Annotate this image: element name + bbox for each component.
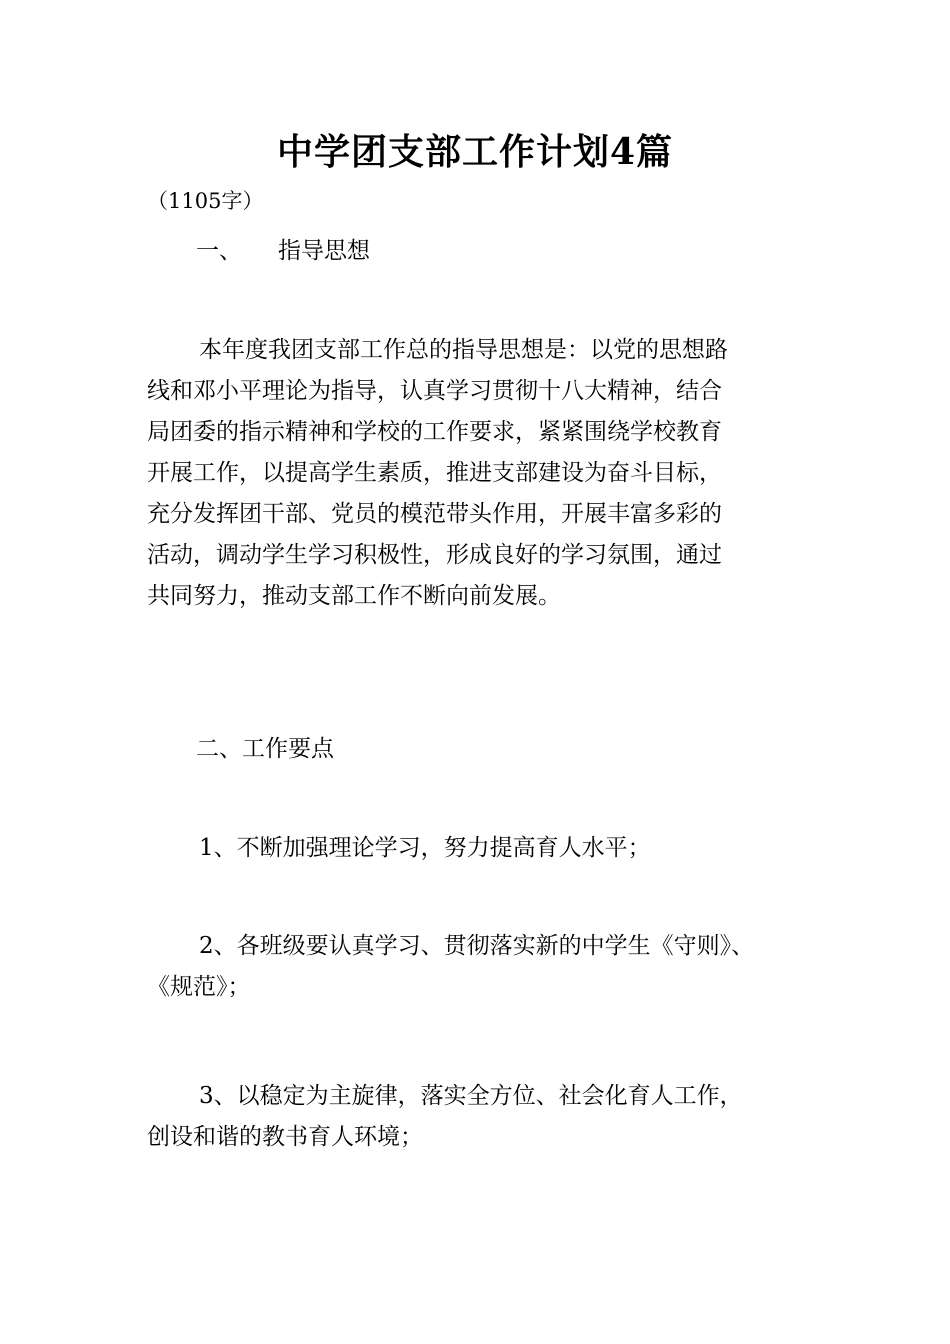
paragraph-line: 充分发挥团干部、党员的模范带头作用，开展丰富多彩的 [147,501,722,527]
paragraph-line: 局团委的指示精神和学校的工作要求，紧紧围绕学校教育 [147,419,722,445]
guiding-ideology-paragraph [147,330,822,617]
paragraph-line: 3、以稳定为主旋律，落实全方位、社会化育人工作， [199,1083,743,1109]
paragraph-line: 2、各班级要认真学习、贯彻落实新的中学生《守则》、 [199,933,755,959]
paragraph-line: 1、不断加强理论学习，努力提高育人水平； [199,835,651,861]
section-heading-work-points: 二、工作要点 [196,736,334,762]
section-title: 指导思想 [278,238,370,264]
document-title: 中学团支部工作计划4篇 [276,131,674,173]
paragraph-line: 创设和谐的教书育人环境； [147,1124,423,1150]
section-heading-guiding-ideology [196,235,370,267]
word-count: （1105字） [147,189,264,213]
work-point-2 [147,926,822,1008]
paragraph-line: 《规范》； [147,974,251,1000]
paragraph-line: 开展工作，以提高学生素质，推进支部建设为奋斗目标， [147,460,722,486]
paragraph-line: 共同努力，推动支部工作不断向前发展。 [147,583,561,609]
paragraph-line: 活动，调动学生学习积极性，形成良好的学习氛围，通过 [147,542,722,568]
paragraph-line: 本年度我团支部工作总的指导思想是：以党的思想路 [199,337,728,363]
work-point-3 [147,1076,822,1158]
work-point-1 [147,828,822,869]
section-number: 一、 [196,238,242,264]
paragraph-line: 线和邓小平理论为指导，认真学习贯彻十八大精神，结合 [147,378,722,404]
